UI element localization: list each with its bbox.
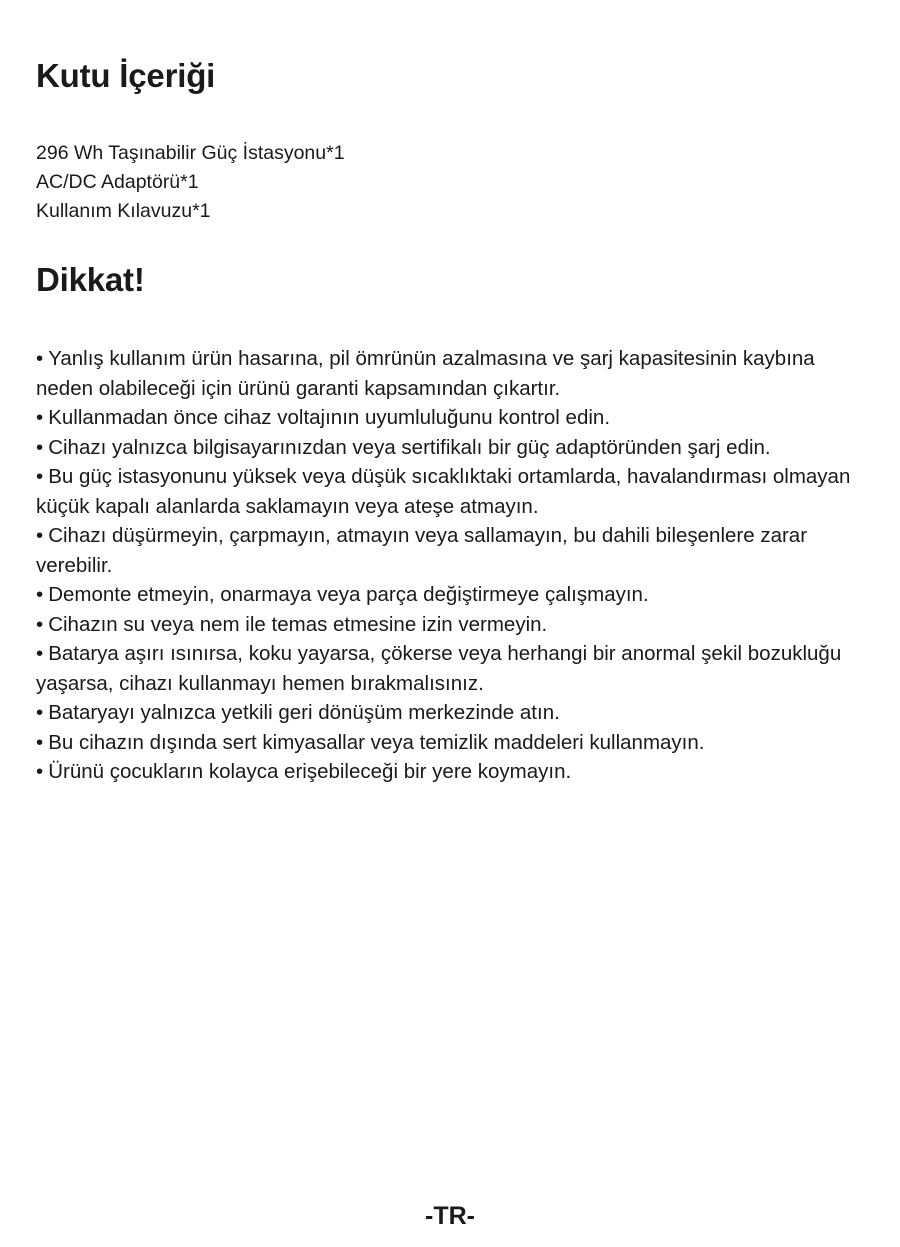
box-contents-item: Kullanım Kılavuzu*1 (36, 200, 211, 222)
bullet-marker: • (36, 583, 44, 606)
box-contents-list (36, 139, 345, 226)
warning-text: Cihazı yalnızca bilgisayarınızdan veya sertifikalı bir güç adaptöründen şarj edin. (48, 435, 771, 459)
bullet-marker: • (36, 347, 44, 370)
bullet-marker: • (36, 701, 44, 724)
page-language-label: -TR- (425, 1202, 475, 1230)
warning-item (36, 403, 866, 433)
warning-item (36, 610, 866, 640)
warning-heading: Dikkat! (36, 261, 145, 298)
warning-item (36, 728, 866, 758)
warning-item (36, 580, 866, 610)
bullet-marker: • (36, 406, 44, 429)
bullet-marker: • (36, 730, 44, 754)
warning-text: Yanlış kullanım ürün hasarına, pil ömrünün azalmasına ve şarj kapasitesinin kaybına neden olabileceği için ürünü garanti kapsamından çıkartır. (36, 347, 815, 400)
warning-item (36, 462, 866, 521)
warning-item (36, 639, 866, 698)
warning-item (36, 521, 866, 580)
bullet-marker: • (36, 760, 44, 783)
warning-text: Bu cihazın dışında sert kimyasallar veya temizlik maddeleri kullanmayın. (48, 730, 705, 754)
bullet-marker: • (36, 642, 44, 665)
bullet-marker: • (36, 465, 44, 488)
bullet-marker: • (36, 435, 44, 459)
warning-item (36, 698, 866, 728)
box-contents-heading: Kutu İçeriği (36, 57, 216, 94)
warning-item (36, 757, 866, 787)
warning-text: Kullanmadan önce cihaz voltajının uyumluluğunu kontrol edin. (48, 406, 611, 429)
bullet-marker: • (36, 612, 44, 636)
warning-text: Bataryayı yalnızca yetkili geri dönüşüm merkezinde atın. (48, 701, 560, 724)
box-contents-item: AC/DC Adaptörü*1 (36, 171, 199, 193)
warning-item (36, 433, 866, 463)
warning-text: Bu güç istasyonunu yüksek veya düşük sıcaklıktaki ortamlarda, havalandırması olmayan küçük kapalı alanlarda saklamayın veya ateşe atmayın. (36, 465, 851, 518)
bullet-marker: • (36, 524, 44, 547)
warning-text: Cihazın su veya nem ile temas etmesine izin vermeyin. (48, 612, 548, 636)
warning-text: Demonte etmeyin, onarmaya veya parça değiştirmeye çalışmayın. (48, 583, 649, 606)
warning-list (36, 344, 866, 787)
warning-text: Ürünü çocukların kolayca erişebileceği bir yere koymayın. (48, 760, 572, 783)
warning-text: Batarya aşırı ısınırsa, koku yayarsa, çökerse veya herhangi bir anormal şekil bozukluğu yaşarsa, cihazı kullanmayı hemen bırakmalısınız. (36, 642, 842, 695)
warning-item (36, 344, 866, 403)
warning-text: Cihazı düşürmeyin, çarpmayın, atmayın veya sallamayın, bu dahili bileşenlere zarar verebilir. (36, 524, 808, 577)
box-contents-item: 296 Wh Taşınabilir Güç İstasyonu*1 (36, 142, 345, 164)
